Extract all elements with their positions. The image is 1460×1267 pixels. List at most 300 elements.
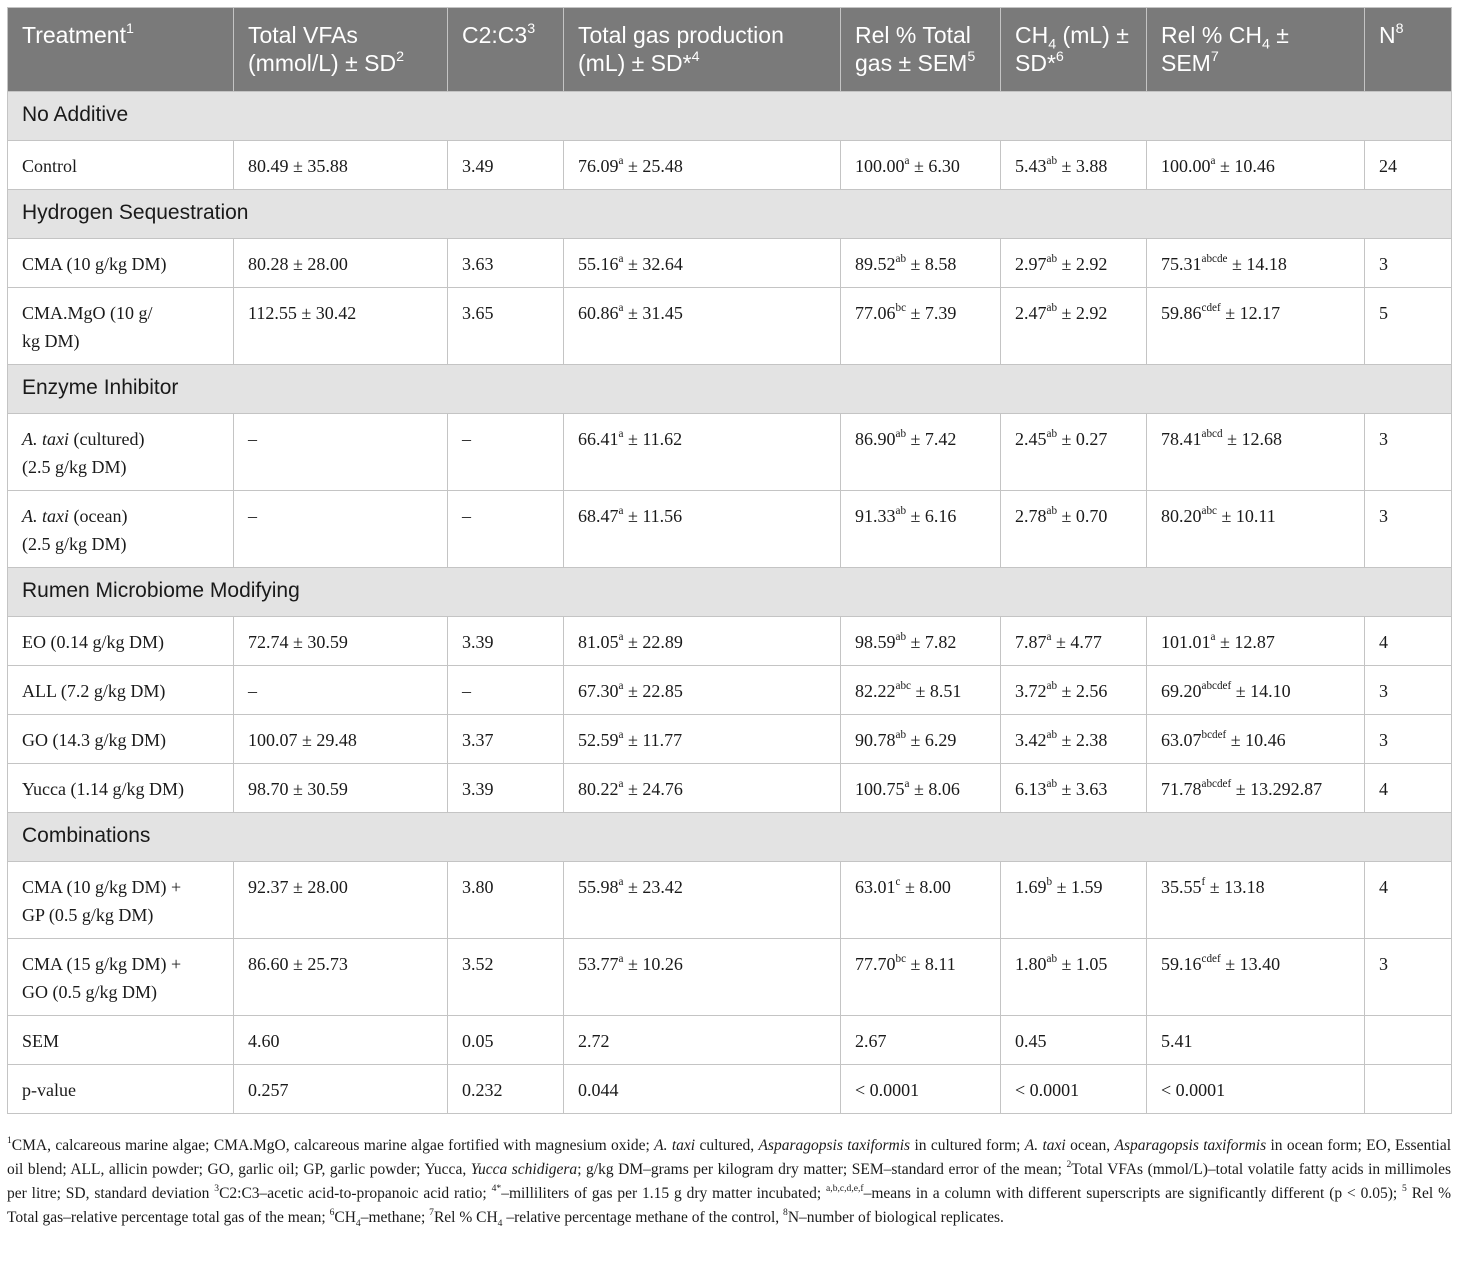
cell-treatment	[8, 666, 234, 715]
cell-ch4	[1001, 862, 1147, 939]
header-text: Total VFAs (mmol/L) ± SD	[248, 22, 397, 76]
footnote-segment: Total VFAs (mmol/L)–total volatile fatty acids in millimoles per litre; SD, standard deviation	[7, 1161, 1451, 1202]
cell-total-gas	[564, 141, 841, 190]
footnote-segment: ocean,	[1065, 1137, 1115, 1154]
treatment-italic: A. taxi	[22, 429, 69, 449]
cell-c2c3: 0.05	[448, 1016, 564, 1065]
treatment-text: Control	[22, 156, 78, 176]
cell-rel-ch4-superscript: abcdef	[1201, 777, 1232, 790]
cell-rel-ch4-superscript: a	[1210, 154, 1216, 167]
cell-rel-ch4	[1147, 141, 1365, 190]
cell-rel-total-gas-value: 77.70	[855, 954, 896, 974]
cell-ch4-error: ± 2.56	[1057, 681, 1108, 701]
cell-treatment	[8, 414, 234, 491]
header-superscript: 4	[691, 48, 700, 65]
table-row	[8, 764, 1452, 813]
cell-rel-total-gas-value: 100.75	[855, 779, 905, 799]
cell-ch4-value: 1.80	[1015, 954, 1047, 974]
treatment-text: (cultured)	[69, 429, 145, 449]
cell-rel-total-gas-superscript: ab	[895, 630, 907, 643]
cell-rel-total-gas-value: 91.33	[855, 506, 896, 526]
cell-n: 3	[1365, 239, 1452, 288]
cell-ch4-error: ± 3.63	[1057, 779, 1108, 799]
cell-ch4-error: ± 2.38	[1057, 730, 1108, 750]
summary-row	[8, 1065, 1452, 1114]
footnote-segment: 7	[429, 1206, 434, 1218]
treatment-text: EO (0.14 g/kg DM)	[22, 632, 164, 652]
cell-ch4-value: 2.97	[1015, 254, 1047, 274]
cell-c2c3: –	[448, 666, 564, 715]
cell-rel-total-gas-error: ± 7.82	[906, 632, 957, 652]
section-row	[8, 92, 1452, 141]
footnote-segment: –means in a column with different superscripts are significantly different (p < 0.05);	[863, 1185, 1403, 1202]
footnote-segment: A. taxi	[654, 1137, 696, 1154]
cell-total-gas-value: 55.16	[578, 254, 619, 274]
cell-treatment: p-value	[8, 1065, 234, 1114]
cell-total-gas	[564, 491, 841, 568]
cell-treatment	[8, 862, 234, 939]
cell-total-gas-error: ± 22.89	[623, 632, 683, 652]
header-subscript: 4	[1048, 36, 1057, 53]
cell-ch4-value: 2.45	[1015, 429, 1047, 449]
header-c2c3	[448, 8, 564, 92]
cell-c2c3: 3.65	[448, 288, 564, 365]
cell-ch4-error: ± 3.88	[1057, 156, 1108, 176]
cell-rel-total-gas-error: ± 6.29	[906, 730, 957, 750]
cell-rel-total-gas	[841, 141, 1001, 190]
cell-ch4-superscript: ab	[1046, 154, 1058, 167]
cell-total-gas-value: 53.77	[578, 954, 619, 974]
cell-c2c3: 3.63	[448, 239, 564, 288]
cell-rel-ch4-error: ± 13.40	[1220, 954, 1281, 974]
cell-ch4	[1001, 141, 1147, 190]
footnote-segment: Yucca schidigera	[470, 1161, 578, 1178]
cell-total-vfas: –	[234, 666, 448, 715]
cell-rel-ch4	[1147, 862, 1365, 939]
cell-ch4-value: 7.87	[1015, 632, 1047, 652]
cell-rel-ch4	[1147, 414, 1365, 491]
header-ch4	[1001, 8, 1147, 92]
table-header-row	[8, 8, 1452, 92]
cell-rel-ch4-superscript: abcde	[1201, 252, 1228, 265]
treatment-text: CMA.MgO (10 g/	[22, 303, 153, 323]
header-superscript: 2	[396, 48, 405, 65]
cell-rel-ch4-value: 35.55	[1161, 877, 1202, 897]
header-total-vfas	[234, 8, 448, 92]
footnote-segment: 6	[329, 1206, 335, 1218]
cell-rel-ch4-value: 59.86	[1161, 303, 1202, 323]
cell-rel-ch4-superscript: abc	[1201, 504, 1217, 517]
cell-total-gas	[564, 862, 841, 939]
header-text: Rel % Total gas ± SEM	[855, 22, 971, 76]
cell-c2c3: 3.49	[448, 141, 564, 190]
cell-rel-ch4-value: 100.00	[1161, 156, 1211, 176]
cell-ch4-value: 1.69	[1015, 877, 1047, 897]
cell-ch4-superscript: ab	[1046, 952, 1058, 965]
cell-rel-ch4	[1147, 666, 1365, 715]
treatment-text: (ocean)	[69, 506, 128, 526]
footnote-segment: ; g/kg DM–grams per kilogram dry matter; SEM–standard error of the mean;	[577, 1161, 1067, 1178]
header-text: N	[1379, 22, 1396, 48]
footnote-segment: Asparagopsis taxiformis	[1114, 1137, 1267, 1154]
cell-rel-ch4-error: ± 12.87	[1215, 632, 1275, 652]
footnote-segment: in cultured form;	[910, 1137, 1025, 1154]
footnote-segment: 4	[497, 1218, 503, 1230]
footnote-segment: cultured,	[695, 1137, 759, 1154]
cell-rel-total-gas-error: ± 7.39	[906, 303, 957, 323]
cell-rel-total-gas-value: 98.59	[855, 632, 896, 652]
table-body	[8, 92, 1452, 1114]
cell-rel-total-gas	[841, 414, 1001, 491]
cell-ch4-error: ± 0.70	[1057, 506, 1108, 526]
cell-c2c3: 0.232	[448, 1065, 564, 1114]
cell-ch4-superscript: ab	[1046, 427, 1058, 440]
cell-total-gas-superscript: a	[618, 504, 624, 517]
cell-ch4-value: 3.42	[1015, 730, 1047, 750]
cell-rel-ch4-value: 75.31	[1161, 254, 1202, 274]
cell-total-gas-superscript: a	[618, 679, 624, 692]
cell-rel-total-gas	[841, 288, 1001, 365]
cell-rel-total-gas: 2.67	[841, 1016, 1001, 1065]
cell-treatment	[8, 141, 234, 190]
cell-total-gas-superscript: a	[618, 301, 624, 314]
cell-rel-total-gas-superscript: a	[904, 777, 910, 790]
cell-rel-total-gas-value: 77.06	[855, 303, 896, 323]
header-total-gas	[564, 8, 841, 92]
cell-rel-ch4-superscript: cdef	[1201, 952, 1221, 965]
cell-rel-ch4-error: ± 10.46	[1226, 730, 1286, 750]
summary-row	[8, 1016, 1452, 1065]
footnote-segment: 2	[1066, 1158, 1072, 1170]
cell-n: 24	[1365, 141, 1452, 190]
cell-total-gas-value: 67.30	[578, 681, 619, 701]
footnote-segment: –milliliters of gas per 1.15 g dry matter incubated;	[501, 1185, 827, 1202]
cell-rel-total-gas-superscript: ab	[895, 427, 907, 440]
footnote-segment: A. taxi	[1024, 1137, 1066, 1154]
cell-ch4	[1001, 288, 1147, 365]
cell-rel-ch4	[1147, 617, 1365, 666]
treatment-text-line2: GO (0.5 g/kg DM)	[22, 982, 157, 1002]
cell-c2c3: 3.37	[448, 715, 564, 764]
header-rel-ch4	[1147, 8, 1365, 92]
cell-rel-total-gas-value: 63.01	[855, 877, 896, 897]
cell-total-gas-superscript: a	[618, 154, 624, 167]
header-subscript: 4	[1261, 36, 1270, 53]
cell-n: 3	[1365, 414, 1452, 491]
cell-total-gas-value: 68.47	[578, 506, 619, 526]
cell-rel-ch4-error: ± 14.18	[1227, 254, 1287, 274]
treatment-text: CMA (10 g/kg DM)	[22, 254, 167, 274]
table-row	[8, 666, 1452, 715]
cell-total-gas-value: 76.09	[578, 156, 619, 176]
cell-rel-total-gas-superscript: abc	[895, 679, 911, 692]
cell-total-gas-superscript: a	[618, 728, 624, 741]
cell-rel-ch4-error: ± 12.68	[1222, 429, 1282, 449]
cell-rel-ch4-superscript: abcd	[1201, 427, 1223, 440]
cell-rel-ch4: < 0.0001	[1147, 1065, 1365, 1114]
cell-total-gas-error: ± 24.76	[623, 779, 683, 799]
section-row	[8, 568, 1452, 617]
cell-c2c3: 3.39	[448, 617, 564, 666]
cell-rel-ch4-superscript: bcdef	[1201, 728, 1227, 741]
cell-total-gas	[564, 617, 841, 666]
cell-ch4: < 0.0001	[1001, 1065, 1147, 1114]
cell-ch4-superscript: ab	[1046, 728, 1058, 741]
cell-total-gas-value: 60.86	[578, 303, 619, 323]
table-row	[8, 491, 1452, 568]
cell-treatment	[8, 239, 234, 288]
cell-ch4-value: 2.78	[1015, 506, 1047, 526]
footnote-segment: –methane;	[360, 1209, 430, 1226]
header-superscript: 7	[1210, 48, 1219, 65]
section-title: Enzyme Inhibitor	[8, 365, 1452, 414]
cell-ch4-value: 5.43	[1015, 156, 1047, 176]
cell-rel-total-gas-error: ± 6.16	[906, 506, 957, 526]
cell-rel-ch4-value: 69.20	[1161, 681, 1202, 701]
footnote-segment: –relative percentage methane of the control,	[502, 1209, 784, 1226]
results-table	[7, 7, 1452, 1114]
cell-ch4-superscript: ab	[1046, 679, 1058, 692]
footnote-segment: Rel % CH	[433, 1209, 498, 1226]
cell-total-gas-superscript: a	[618, 952, 624, 965]
cell-total-gas-superscript: a	[618, 630, 624, 643]
cell-total-gas-error: ± 10.26	[623, 954, 683, 974]
cell-rel-total-gas-value: 86.90	[855, 429, 896, 449]
cell-total-gas	[564, 239, 841, 288]
table-footnote	[7, 1134, 1451, 1230]
cell-treatment	[8, 288, 234, 365]
cell-rel-ch4-error: ± 13.18	[1205, 877, 1265, 897]
cell-c2c3: –	[448, 414, 564, 491]
cell-ch4: 0.45	[1001, 1016, 1147, 1065]
cell-rel-total-gas	[841, 239, 1001, 288]
cell-rel-total-gas	[841, 862, 1001, 939]
treatment-text-line2: kg DM)	[22, 331, 80, 351]
table-row	[8, 288, 1452, 365]
cell-total-gas	[564, 414, 841, 491]
cell-rel-ch4-error: ± 12.17	[1220, 303, 1281, 323]
cell-rel-total-gas	[841, 715, 1001, 764]
results-table-container	[7, 7, 1451, 1114]
cell-total-vfas: 4.60	[234, 1016, 448, 1065]
cell-ch4-error: ± 2.92	[1057, 254, 1108, 274]
cell-rel-ch4-value: 71.78	[1161, 779, 1202, 799]
cell-rel-total-gas	[841, 939, 1001, 1016]
cell-total-gas: 2.72	[564, 1016, 841, 1065]
footnote-segment: Rel % Total gas–relative percentage total gas of the mean;	[7, 1185, 1451, 1226]
treatment-text-line2: (2.5 g/kg DM)	[22, 457, 127, 477]
header-text-pre: CH	[1015, 22, 1049, 48]
cell-total-gas-value: 55.98	[578, 877, 619, 897]
cell-rel-ch4-value: 63.07	[1161, 730, 1202, 750]
cell-rel-ch4-value: 78.41	[1161, 429, 1202, 449]
cell-total-gas	[564, 715, 841, 764]
cell-total-gas-error: ± 31.45	[623, 303, 683, 323]
cell-rel-ch4-error: ± 10.46	[1215, 156, 1275, 176]
header-n	[1365, 8, 1452, 92]
cell-total-gas-error: ± 32.64	[623, 254, 683, 274]
header-superscript: 6	[1055, 48, 1064, 65]
cell-n: 5	[1365, 288, 1452, 365]
cell-total-gas-value: 52.59	[578, 730, 619, 750]
cell-treatment: SEM	[8, 1016, 234, 1065]
cell-ch4-superscript: ab	[1046, 777, 1058, 790]
cell-rel-ch4-superscript: abcdef	[1201, 679, 1232, 692]
cell-rel-total-gas-value: 90.78	[855, 730, 896, 750]
cell-total-vfas: 92.37 ± 28.00	[234, 862, 448, 939]
cell-rel-ch4-error: ± 10.11	[1216, 506, 1276, 526]
cell-rel-ch4-superscript: a	[1210, 630, 1216, 643]
footnote-segment: in ocean form; EO, Essential oil blend; ALL, allicin powder; GO, garlic oil; GP, garlic powder; Yucca,	[7, 1137, 1452, 1178]
cell-rel-total-gas-superscript: bc	[895, 952, 907, 965]
cell-rel-total-gas-superscript: ab	[895, 504, 907, 517]
cell-total-gas-value: 80.22	[578, 779, 619, 799]
footnote-segment: 1	[7, 1134, 12, 1146]
cell-rel-ch4-value: 80.20	[1161, 506, 1202, 526]
header-treatment	[8, 8, 234, 92]
cell-total-vfas: 112.55 ± 30.42	[234, 288, 448, 365]
section-title: Combinations	[8, 813, 1452, 862]
cell-total-vfas: 72.74 ± 30.59	[234, 617, 448, 666]
cell-total-vfas: 86.60 ± 25.73	[234, 939, 448, 1016]
cell-rel-total-gas-value: 82.22	[855, 681, 896, 701]
cell-rel-ch4-superscript: cdef	[1201, 301, 1221, 314]
treatment-italic: A. taxi	[22, 506, 69, 526]
cell-rel-ch4-error: ± 14.10	[1231, 681, 1291, 701]
cell-c2c3: 3.80	[448, 862, 564, 939]
table-row	[8, 617, 1452, 666]
cell-total-gas-error: ± 11.62	[623, 429, 683, 449]
section-title: Hydrogen Sequestration	[8, 190, 1452, 239]
cell-total-gas-error: ± 25.48	[623, 156, 683, 176]
cell-ch4-error: ± 1.59	[1052, 877, 1103, 897]
cell-rel-total-gas-error: ± 8.06	[909, 779, 960, 799]
cell-total-vfas: 98.70 ± 30.59	[234, 764, 448, 813]
cell-total-gas-error: ± 11.77	[623, 730, 683, 750]
section-row	[8, 190, 1452, 239]
cell-rel-total-gas-error: ± 8.11	[906, 954, 956, 974]
cell-total-gas-superscript: a	[618, 427, 624, 440]
header-text-pre: Rel % CH	[1161, 22, 1262, 48]
section-title: No Additive	[8, 92, 1452, 141]
cell-treatment	[8, 939, 234, 1016]
cell-rel-ch4	[1147, 939, 1365, 1016]
cell-c2c3: 3.39	[448, 764, 564, 813]
cell-rel-ch4	[1147, 715, 1365, 764]
treatment-text: GO (14.3 g/kg DM)	[22, 730, 166, 750]
cell-rel-total-gas-superscript: bc	[895, 301, 907, 314]
cell-total-vfas: 100.07 ± 29.48	[234, 715, 448, 764]
cell-rel-total-gas-value: 89.52	[855, 254, 896, 274]
section-row	[8, 813, 1452, 862]
footnote-segment: Asparagopsis taxiformis	[758, 1137, 911, 1154]
cell-total-vfas: 80.28 ± 28.00	[234, 239, 448, 288]
cell-treatment	[8, 715, 234, 764]
cell-ch4	[1001, 939, 1147, 1016]
cell-total-gas-superscript: a	[618, 777, 624, 790]
cell-rel-ch4: 5.41	[1147, 1016, 1365, 1065]
cell-rel-ch4	[1147, 239, 1365, 288]
cell-rel-ch4	[1147, 288, 1365, 365]
cell-total-vfas: 0.257	[234, 1065, 448, 1114]
footnote-segment: C2:C3–acetic acid-to-propanoic acid ratio;	[219, 1185, 492, 1202]
header-superscript: 3	[527, 20, 536, 37]
footnote-segment: 8	[783, 1206, 788, 1218]
cell-rel-total-gas	[841, 764, 1001, 813]
cell-ch4-superscript: ab	[1046, 252, 1058, 265]
cell-ch4	[1001, 414, 1147, 491]
footnote-segment: CH	[334, 1209, 356, 1226]
cell-total-gas-error: ± 22.85	[623, 681, 683, 701]
section-row	[8, 365, 1452, 414]
section-title: Rumen Microbiome Modifying	[8, 568, 1452, 617]
cell-rel-total-gas-error: ± 8.00	[900, 877, 951, 897]
cell-rel-total-gas-error: ± 6.30	[909, 156, 960, 176]
cell-n: 3	[1365, 939, 1452, 1016]
footnote-segment: N–number of biological replicates.	[787, 1209, 1004, 1226]
treatment-text: CMA (15 g/kg DM) +	[22, 954, 182, 974]
cell-total-vfas: –	[234, 414, 448, 491]
cell-n: 3	[1365, 715, 1452, 764]
treatment-text: CMA (10 g/kg DM) +	[22, 877, 182, 897]
treatment-text: ALL (7.2 g/kg DM)	[22, 681, 166, 701]
cell-rel-total-gas-superscript: c	[895, 875, 901, 888]
cell-rel-total-gas-value: 100.00	[855, 156, 905, 176]
header-text: C2:C3	[462, 22, 528, 48]
cell-ch4	[1001, 491, 1147, 568]
cell-n	[1365, 1065, 1452, 1114]
cell-ch4-error: ± 2.92	[1057, 303, 1108, 323]
header-text: ± SEM	[1161, 22, 1289, 76]
header-superscript: 1	[125, 20, 134, 37]
table-row	[8, 141, 1452, 190]
cell-ch4	[1001, 239, 1147, 288]
cell-total-gas: 0.044	[564, 1065, 841, 1114]
cell-n: 4	[1365, 617, 1452, 666]
cell-total-gas	[564, 939, 841, 1016]
header-text: Total gas production (mL) ± SD*	[578, 22, 784, 76]
cell-ch4	[1001, 617, 1147, 666]
cell-total-gas	[564, 764, 841, 813]
cell-treatment	[8, 617, 234, 666]
cell-rel-total-gas: < 0.0001	[841, 1065, 1001, 1114]
cell-rel-total-gas-error: ± 8.51	[910, 681, 962, 701]
cell-ch4-value: 2.47	[1015, 303, 1047, 323]
table-row	[8, 862, 1452, 939]
cell-rel-total-gas-superscript: a	[904, 154, 910, 167]
cell-ch4-superscript: b	[1046, 875, 1053, 888]
cell-rel-total-gas-superscript: ab	[895, 252, 907, 265]
treatment-text-line2: GP (0.5 g/kg DM)	[22, 905, 154, 925]
cell-rel-ch4	[1147, 491, 1365, 568]
treatment-text: Yucca (1.14 g/kg DM)	[22, 779, 184, 799]
table-row	[8, 939, 1452, 1016]
header-superscript: 5	[967, 48, 976, 65]
cell-n: 4	[1365, 862, 1452, 939]
cell-ch4	[1001, 666, 1147, 715]
cell-ch4-error: ± 1.05	[1057, 954, 1108, 974]
header-text: (mL) ± SD*	[1015, 22, 1129, 76]
cell-treatment	[8, 764, 234, 813]
cell-total-vfas: 80.49 ± 35.88	[234, 141, 448, 190]
table-row	[8, 414, 1452, 491]
table-row	[8, 715, 1452, 764]
footnote-segment: CMA, calcareous marine algae; CMA.MgO, calcareous marine algae fortified with magnesium oxide;	[11, 1137, 655, 1154]
header-text: Treatment	[22, 22, 126, 48]
header-rel-total-gas	[841, 8, 1001, 92]
cell-rel-ch4	[1147, 764, 1365, 813]
cell-rel-total-gas-superscript: ab	[895, 728, 907, 741]
